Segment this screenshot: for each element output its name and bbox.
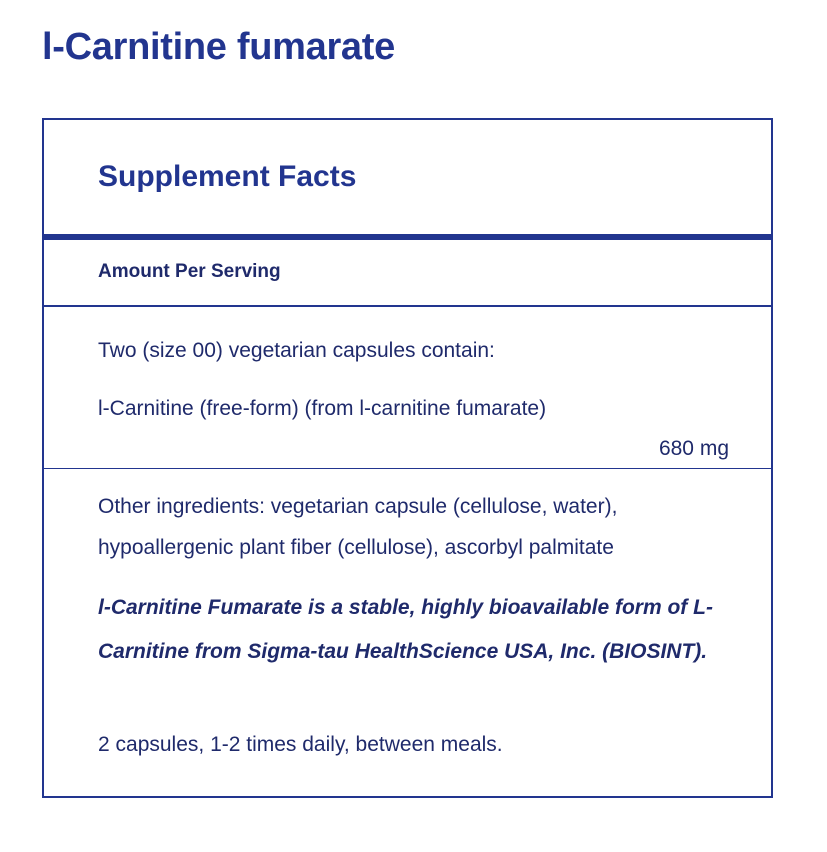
ingredient-amount: 680 mg: [658, 437, 729, 460]
page-title: l-Carnitine fumarate: [42, 26, 395, 68]
ingredient-name: l-Carnitine (free-form) (from l-carnitine fumarate): [98, 397, 547, 420]
other-ingredients: Other ingredients: vegetarian capsule (cellulose, water), hypoallergenic plant fiber (cellulose), ascorbyl palmitate: [98, 495, 618, 559]
amount-per-serving-label: Amount Per Serving: [98, 261, 281, 282]
supplement-facts-panel: [42, 118, 773, 798]
ingredients-divider: [44, 468, 771, 469]
supplement-facts-title: Supplement Facts: [98, 160, 357, 193]
directions: 2 capsules, 1-2 times daily, between meals.: [98, 733, 503, 756]
product-note: l-Carnitine Fumarate is a stable, highly bioavailable form of L-Carnitine from Sigma-tau HealthScience USA, Inc. (BIOSINT).: [98, 596, 713, 663]
amount-per-serving-row: [44, 240, 771, 306]
amount-divider: [44, 305, 771, 307]
supplement-facts-header: [44, 120, 771, 234]
serving-intro: Two (size 00) vegetarian capsules contain:: [98, 339, 495, 362]
